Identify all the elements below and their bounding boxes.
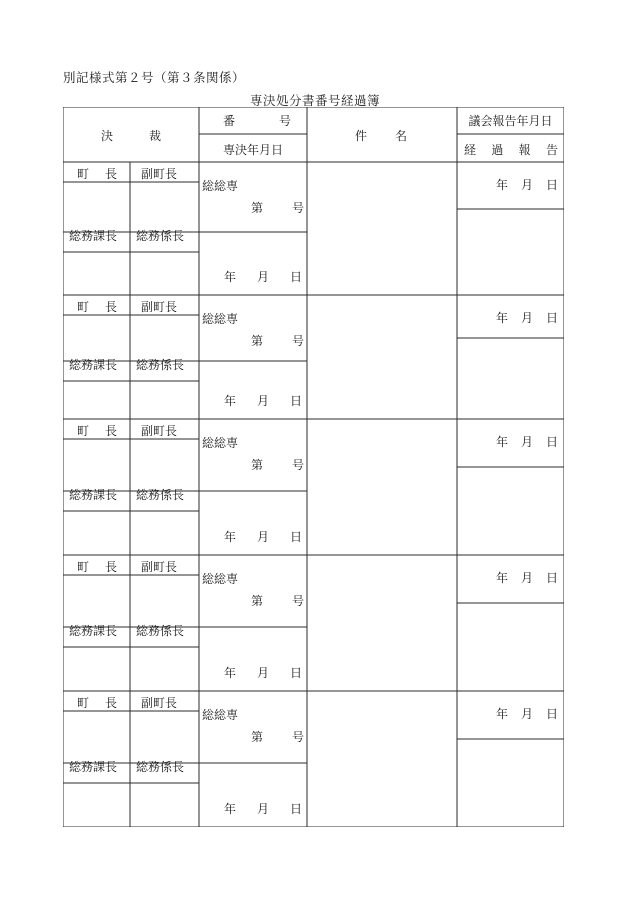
label-somu-kakaricho: 総務係長 [136,760,185,774]
senketsu-date: 年 月 日 [224,802,302,816]
gikai-date: 年 月 日 [496,311,558,325]
label-dai: 第 [251,334,264,348]
label-somu-kakaricho: 総務係長 [136,488,185,502]
label-somu-kakaricho: 総務係長 [136,624,185,638]
senketsu-date: 年 月 日 [224,666,302,680]
label-cho: 町 長 [77,560,117,574]
label-dai: 第 [251,730,264,744]
label-somu-kacho: 総務課長 [69,488,118,502]
label-fukucho: 副町長 [141,300,178,314]
label-prefix: 総総専 [202,436,239,450]
label-dai: 第 [251,458,264,472]
header-senketsu-date: 専決年月日 [222,143,283,157]
label-fukucho: 副町長 [141,424,178,438]
senketsu-date: 年 月 日 [224,530,302,544]
label-somu-kakaricho: 総務係長 [136,229,185,243]
label-dai: 第 [251,594,264,608]
header-kessai: 決 裁 [101,129,161,143]
gikai-date: 年 月 日 [496,178,558,192]
label-go: 号 [292,594,305,608]
label-somu-kacho: 総務課長 [69,229,118,243]
label-prefix: 総総専 [202,312,239,326]
label-somu-kacho: 総務課長 [69,624,118,638]
gikai-date: 年 月 日 [496,571,558,585]
gikai-date: 年 月 日 [496,435,558,449]
label-go: 号 [292,458,305,472]
label-cho: 町 長 [77,696,117,710]
label-go: 号 [292,201,305,215]
label-somu-kacho: 総務課長 [69,358,118,372]
header-kenmei: 件 名 [355,129,407,143]
label-prefix: 総総専 [202,572,239,586]
header-keika: 経 過 報 告 [464,143,558,157]
table-grid [63,107,564,827]
label-cho: 町 長 [77,424,117,438]
gikai-date: 年 月 日 [496,707,558,721]
label-somu-kakaricho: 総務係長 [136,358,185,372]
header-gikai-date: 議会報告年月日 [468,114,553,128]
label-prefix: 総総専 [202,179,239,193]
senketsu-date: 年 月 日 [224,270,302,284]
label-fukucho: 副町長 [141,696,178,710]
senketsu-date: 年 月 日 [224,394,302,408]
label-prefix: 総総専 [202,708,239,722]
ledger-table [63,107,564,827]
label-dai: 第 [251,201,264,215]
label-go: 号 [292,730,305,744]
header-bango: 番 号 [223,114,291,128]
label-fukucho: 副町長 [141,560,178,574]
label-cho: 町 長 [77,300,117,314]
document-title: 専決処分書番号経過簿 [249,93,380,108]
label-fukucho: 副町長 [141,167,178,181]
label-go: 号 [292,334,305,348]
label-somu-kacho: 総務課長 [69,760,118,774]
form-label: 別記様式第２号（第３条関係） [63,70,246,85]
label-cho: 町 長 [77,167,117,181]
